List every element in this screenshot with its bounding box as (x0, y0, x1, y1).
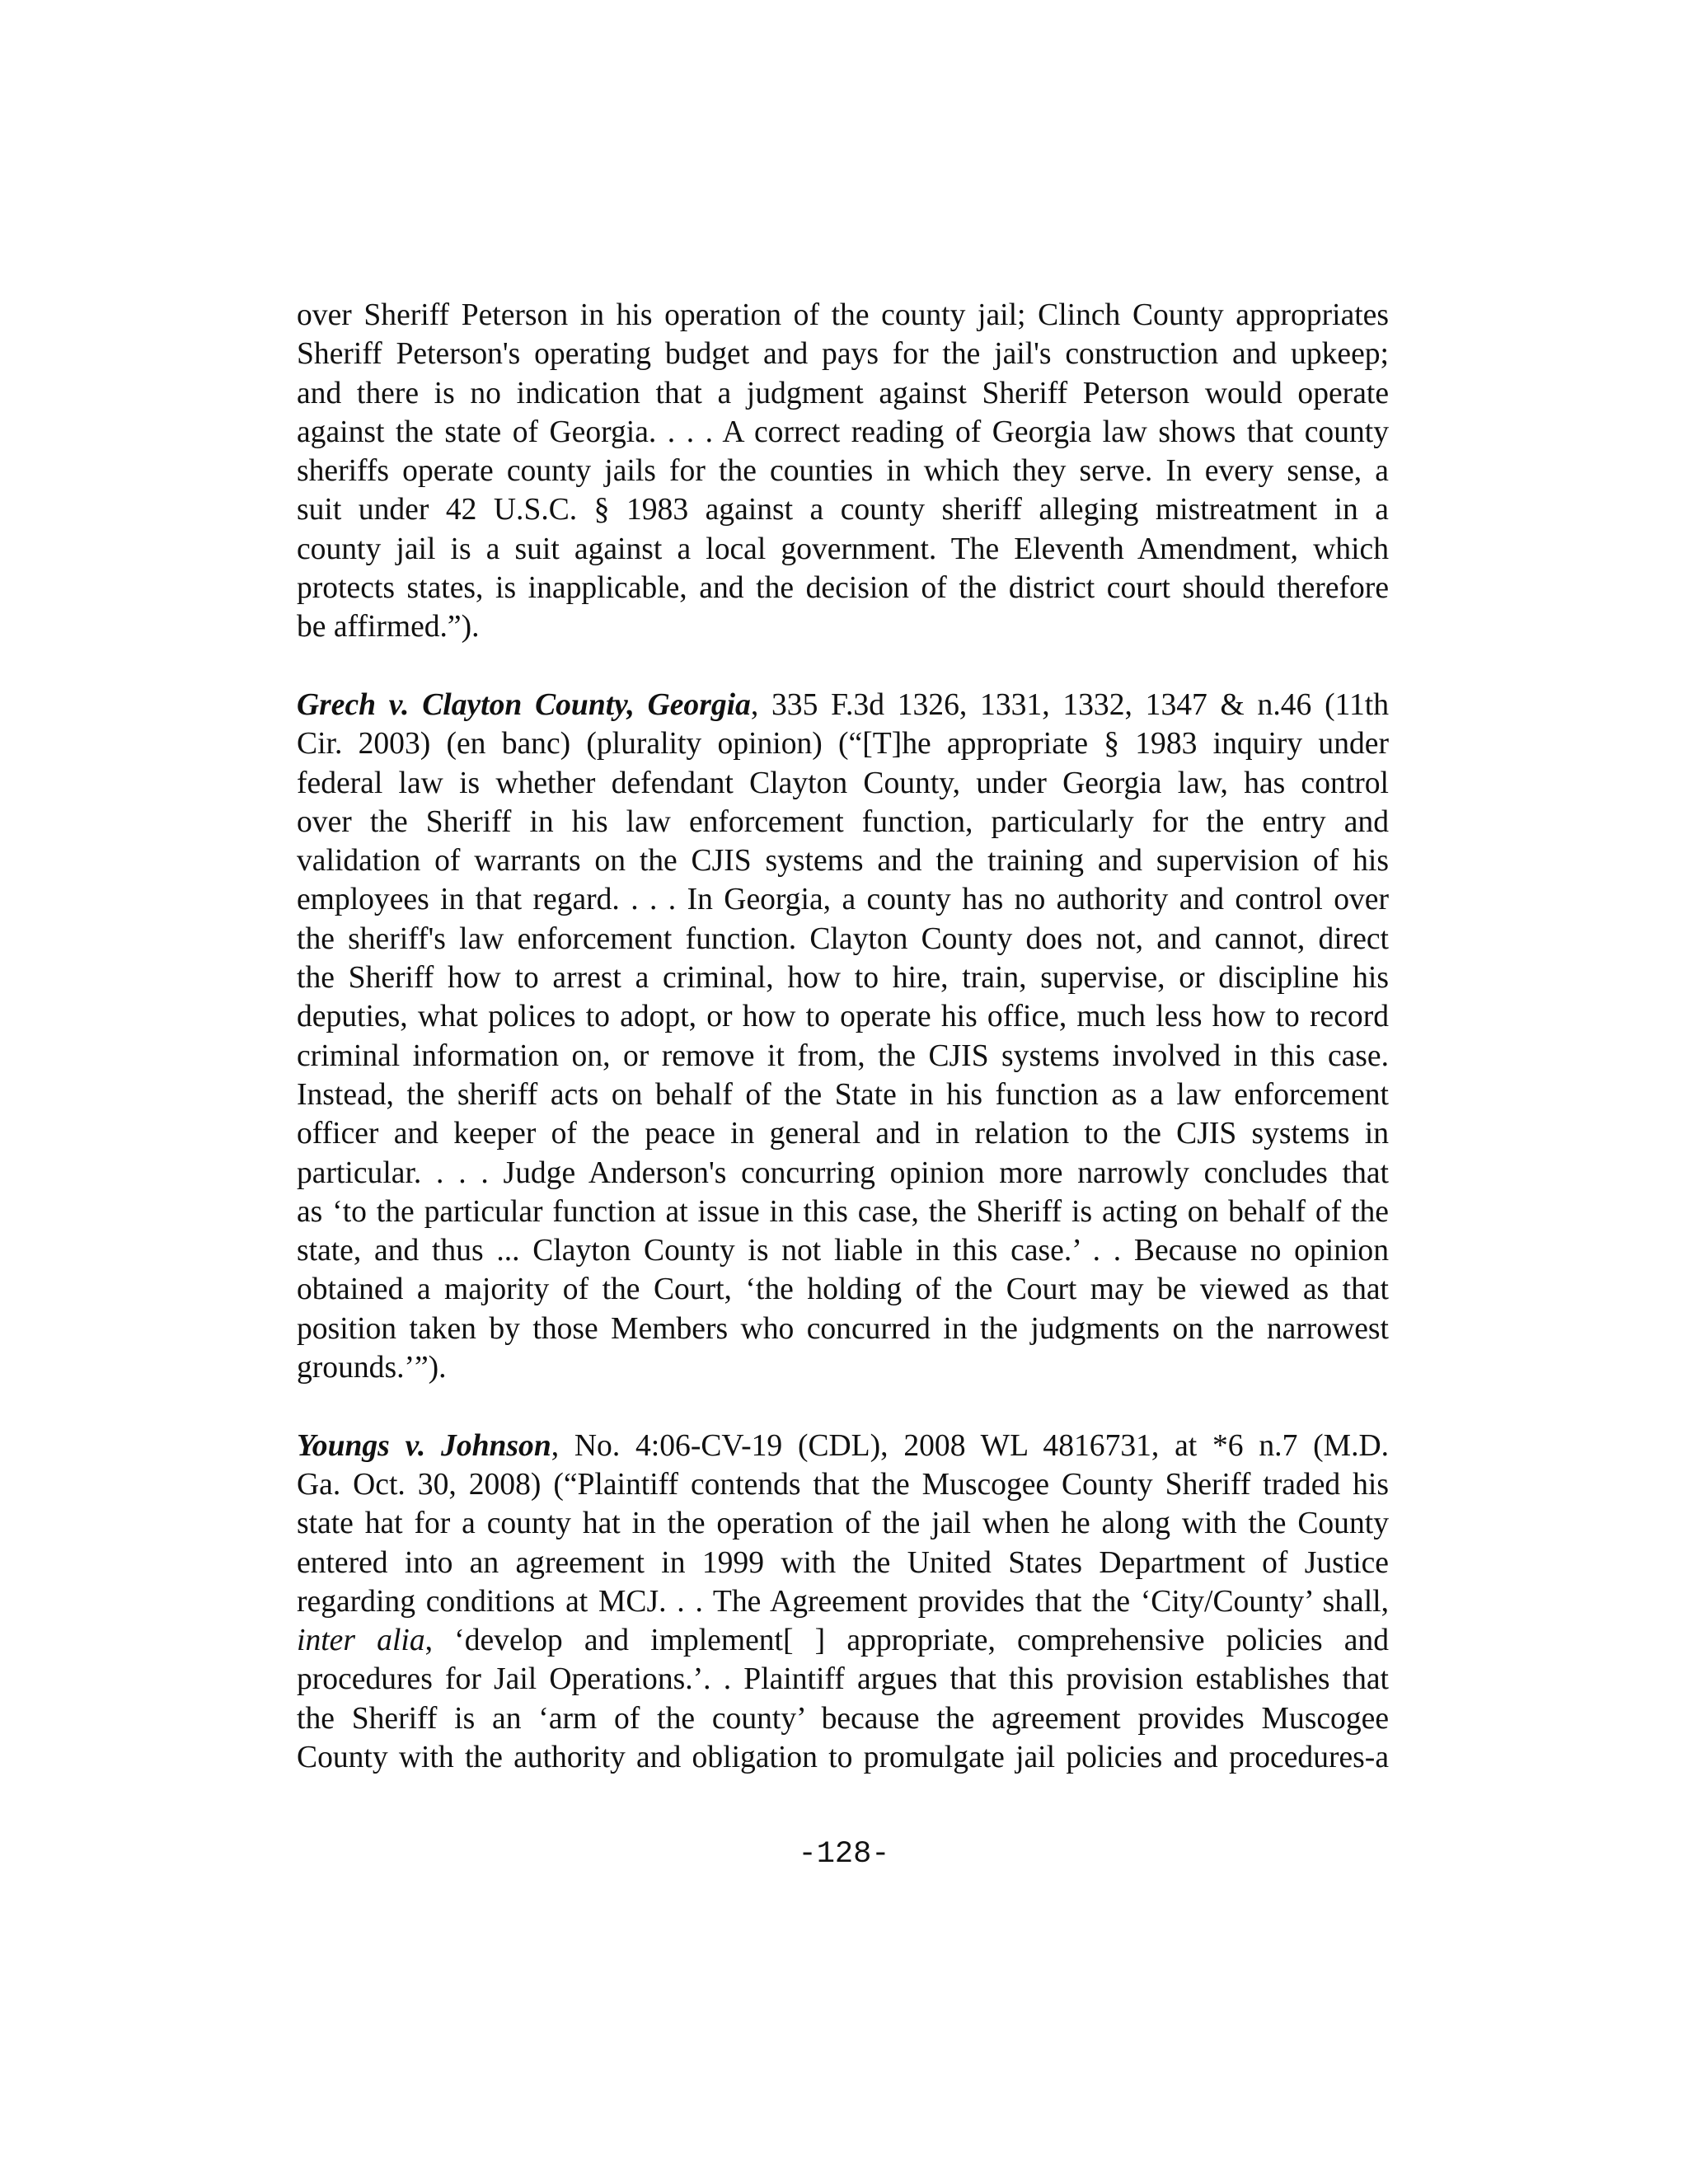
text-line: particular. . . . Judge Anderson's concurring opinion more narrowly concludes that (297, 1155, 1389, 1190)
text-line (297, 686, 1389, 724)
text-line: County with the authority and obligation to promulgate jail policies and procedures-a (297, 1740, 1389, 1774)
text-line: position taken by those Members who concurred in the judgments on the narrowest (297, 1311, 1389, 1346)
text-line: deputies, what polices to adopt, or how to operate his office, much less how to record (297, 1000, 1389, 1034)
text-line: obtained a majority of the Court, ‘the holding of the Court may be viewed as that (297, 1272, 1389, 1307)
text-line: grounds.’”). (297, 1351, 447, 1385)
citation-youngs (297, 1427, 1389, 1778)
text-line (297, 1621, 1389, 1660)
text-line: over the Sheriff in his law enforcement function, particularly for the entry and (297, 804, 1389, 839)
text-line: be affirmed.”). (297, 610, 480, 644)
citation-detail: , No. 4:06-CV-19 (CDL), 2008 WL 4816731, at *6 n.7 (M.D. (551, 1428, 1389, 1463)
text-line: entered into an agreement in 1999 with the United States Department of Justice (297, 1545, 1389, 1580)
text-line: as ‘to the particular function at issue in this case, the Sheriff is acting on behalf of the (297, 1194, 1389, 1229)
text-line: over Sheriff Peterson in his operation of the county jail; Clinch County appropriates (297, 298, 1389, 332)
text-line: Ga. Oct. 30, 2008) (“Plaintiff contends that the Muscogee County Sheriff traded his (297, 1467, 1389, 1502)
text-line: officer and keeper of the peace in general and in relation to the CJIS systems in (297, 1117, 1389, 1151)
text-line: procedures for Jail Operations.’. . Plaintiff argues that this provision establishes that (297, 1662, 1389, 1697)
case-name: Grech v. Clayton County, Georgia (297, 687, 751, 722)
text-line: county jail is a suit against a local government. The Eleventh Amendment, which (297, 532, 1389, 566)
text-line: sheriffs operate county jails for the counties in which they serve. In every sense, a (297, 454, 1389, 489)
text-line: validation of warrants on the CJIS systems and the training and supervision of his (297, 844, 1389, 879)
page-body (297, 296, 1389, 1777)
page-number: -128- (798, 1837, 890, 1872)
text-line: Sheriff Peterson's operating budget and pays for the jail's construction and upkeep; (297, 337, 1389, 372)
text-line: regarding conditions at MCJ. . . The Agreement provides that the ‘City/County’ shall, (297, 1584, 1389, 1619)
text-line: the Sheriff how to arrest a criminal, how to hire, train, supervise, or discipline his (297, 961, 1389, 996)
paragraph-spacer (297, 647, 1389, 686)
citation-grech (297, 686, 1389, 1387)
text-line: employees in that regard. . . . In Georgia, a county has no authority and control over (297, 883, 1389, 917)
text-line: suit under 42 U.S.C. § 1983 against a county sheriff alleging mistreatment in a (297, 493, 1389, 527)
text-line: federal law is whether defendant Clayton County, under Georgia law, has control (297, 766, 1389, 800)
text-fragment: , ‘develop and implement[ ] appropriate, comprehensive policies and (424, 1624, 1389, 1658)
text-line: state, and thus ... Clayton County is not liable in this case.’ . . Because no opinion (297, 1234, 1389, 1268)
latin-phrase: inter alia (297, 1624, 425, 1658)
text-line: Instead, the sheriff acts on behalf of the State in his function as a law enforcement (297, 1077, 1389, 1112)
paragraph-continuation (297, 296, 1389, 647)
text-line: criminal information on, or remove it from, the CJIS systems involved in this case. (297, 1038, 1389, 1073)
text-line: state hat for a county hat in the operation of the jail when he along with the County (297, 1507, 1389, 1541)
citation-detail: , 335 F.3d 1326, 1331, 1332, 1347 & n.46 (11th (750, 687, 1389, 722)
text-line (297, 1427, 1389, 1465)
text-line: and there is no indication that a judgment against Sheriff Peterson would operate (297, 376, 1389, 410)
text-line: Cir. 2003) (en banc) (plurality opinion) (“[T]he appropriate § 1983 inquiry under (297, 727, 1389, 762)
text-line: the Sheriff is an ‘arm of the county’ because the agreement provides Muscogee (297, 1701, 1389, 1736)
text-line: the sheriff's law enforcement function. Clayton County does not, and cannot, direct (297, 921, 1389, 956)
paragraph-spacer (297, 1387, 1389, 1426)
text-line: protects states, is inapplicable, and the decision of the district court should therefore (297, 571, 1389, 606)
text-line: against the state of Georgia. . . . A correct reading of Georgia law shows that county (297, 415, 1389, 449)
case-name: Youngs v. Johnson (297, 1428, 551, 1463)
